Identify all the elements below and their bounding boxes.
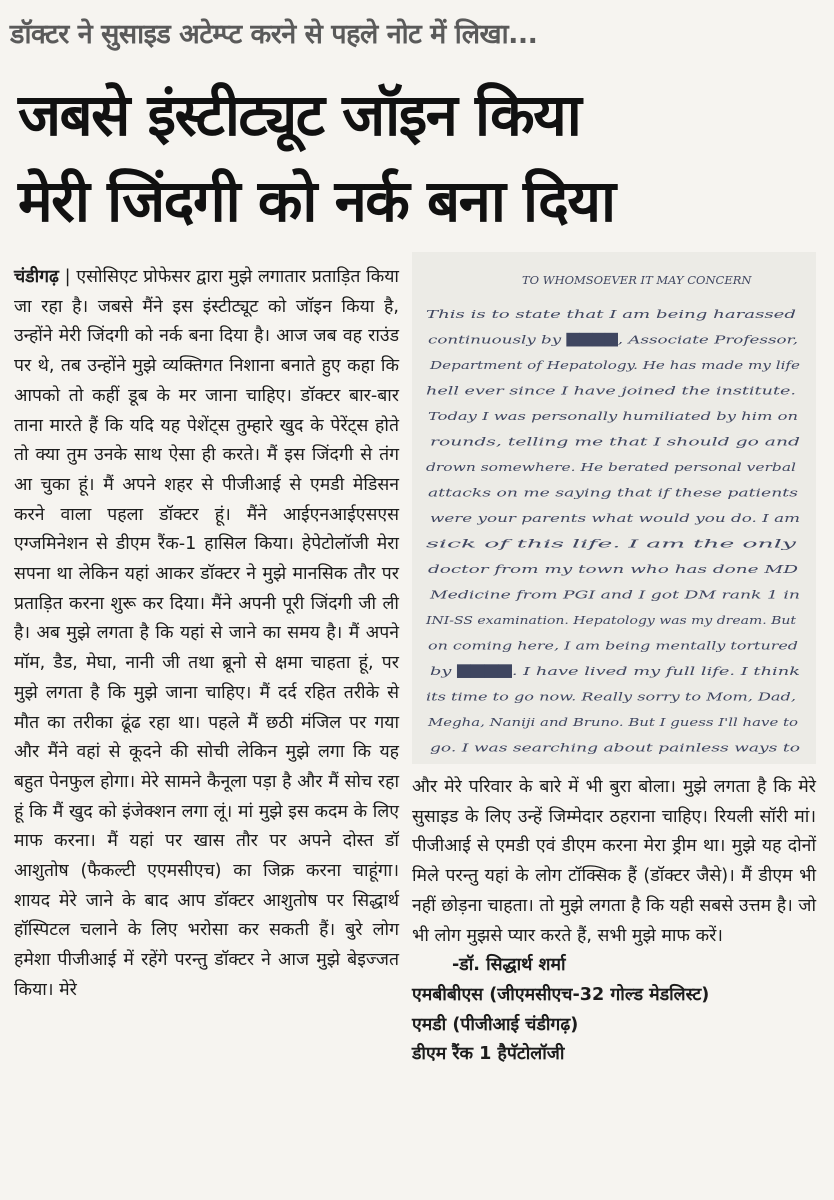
article-column-left	[14, 263, 399, 1006]
note-line: by ████. I have lived my full life. I think	[430, 664, 801, 678]
article-body-right: और मेरे परिवार के बारे में भी बुरा बोला। मुझे लगता है कि मेरे सुसाइड के लिए उन्हें जिम्मेदार ठहराना चाहिए। रियली सॉरी मां। पीजीआई से एमडी एवं डीएम करना मेरा ड्रीम था। मुझे यह दोनों मिले परन्तु यहां के लोग टॉक्सिक हैं (डॉक्टर जैसे)। मैं डीएम भी नहीं छोड़ना चाहता। तो मुझे लगता है कि यही सबसे उत्तम है। जो भी लोग मुझसे प्यार करते हैं, सभी मुझे माफ करें।	[412, 777, 816, 946]
handwritten-note-photo	[412, 252, 816, 764]
note-line: were your parents what would you do. I am	[430, 511, 801, 525]
note-line: This is to state that I am being harassed	[426, 307, 796, 321]
note-line: continuously by ████, Associate Professor,	[428, 332, 798, 347]
note-line: Medicine from PGI and I got DM rank 1 in	[428, 587, 800, 602]
article-text-left: एसोसिएट प्रोफेसर द्वारा मुझे लगातार प्रताड़ित किया जा रहा है। जबसे मैंने इस इंस्टीट्यूट को जॉइन किया है, उन्होंने मेरी जिंदगी को नर्क बना दिया है। आज जब वह राउंड पर थे, तब उन्होंने मुझे व्यक्तिगत निशाना बनाते हुए कहा कि आपको तो कहीं डूब के मर जाना चाहिए। डॉक्टर बार-बार ताना मारते हैं कि यदि यह पेशेंट्स तुम्हारे खुद के पेरेंट्स होते तो क्या तुम उनके साथ ऐसा ही करते। मैं इस जिंदगी से तंग आ चुका हूं। मैं अपने शहर से पीजीआई से एमडी मेडिसन करने वाला पहला डॉक्टर हूं। मैंने आईएनआईएसएस एग्जमिनेशन से डीएम रैंक-1 हासिल किया। हेपेटोलॉजी मेरा सपना था लेकिन यहां आकर डॉक्टर ने मुझे मानसिक तौर पर प्रताड़ित करना शुरू कर दिया। मैंने अपनी पूरी जिंदगी जी ली है। अब मुझे लगता है कि यहां से जाने का समय है। मैं अपने मॉम, डैड, मेघा, नानी जी तथा ब्रूनो से क्षमा चाहता हूं, पर मुझे लगता है कि मुझे जाना चाहिए। मैं दर्द रहित तरीके से मौत का तरीका ढूंढ रहा था। पहले मैं छठी मंजिल पर गया और मैंने वहां से कूदने की सोची लेकिन मुझे लगा कि यह बहुत पेनफुल होगा। मेरे सामने कैनूला पड़ा है और मैं सोच रहा हूं कि मैं खुद को इंजेक्शन लगा लूं। मां मुझे इस कदम के लिए माफ करना। मैं यहां पर खास तौर पर अपने दोस्त डॉ आशुतोष (फैकल्टी एएमसीएच) का जिक्र करना चाहूंगा। शायद मेरे जाने के बाद आप डॉक्टर आशुतोष पर सिद्धार्थ हॉस्पिटल चलाने के लिए भरोसा कर सकती हैं। बुरे लोग हमेशा पीजीआई में रहेंगे परन्तु डॉक्टर ने आज मुझे बेइज्जत किया। मेरे	[14, 267, 399, 1000]
signature-credential-3: डीएम रैंक 1 हैपॅटोलॉजी	[412, 1044, 565, 1065]
note-line: INI-SS examination. Hepatology was my dream. But	[424, 613, 797, 627]
note-line: sick of this life. I am the only	[426, 536, 798, 551]
handwritten-note-svg	[412, 252, 816, 764]
kicker-headline: डॉक्टर ने सुसाइड अटेम्प्ट करने से पहले नोट में लिखा...	[10, 19, 538, 50]
note-line: Department of Hepatology. He has made my life	[428, 358, 801, 372]
note-line: drown somewhere. He berated personal verbal	[426, 460, 797, 474]
note-line: its time to go now. Really sorry to Mom, Dad,	[426, 689, 796, 704]
note-line: rounds, telling me that I should go and	[430, 434, 800, 449]
article-body-left: चंडीगढ़ | एसोसिएट प्रोफेसर द्वारा मुझे लगातार प्रताड़ित किया जा रहा है। जबसे मैंने इस इंस्टीट्यूट को जॉइन किया है, उन्होंने मेरी जिंदगी को नर्क बना दिया है। आज जब वह राउंड पर थे, तब उन्होंने मुझे व्यक्तिगत निशाना बनाते हुए कहा कि आपको तो कहीं डूब के मर जाना चाहिए। डॉक्टर बार-बार ताना मारते हैं कि यदि यह पेशेंट्स तुम्हारे खुद के पेरेंट्स होते तो क्या तुम उनके साथ ऐसा ही करते। मैं इस जिंदगी से तंग आ चुका हूं। मैं अपने शहर से पीजीआई से एमडी मेडिसन करने वाला पहला डॉक्टर हूं। मैंने आईएनआईएसएस एग्जमिनेशन से डीएम रैंक-1 हासिल किया। हेपेटोलॉजी मेरा सपना था लेकिन यहां आकर डॉक्टर ने मुझे मानसिक तौर पर प्रताड़ित करना शुरू कर दिया। मैंने अपनी पूरी जिंदगी जी ली है। अब मुझे लगता है कि यहां से जाने का समय है। मैं अपने मॉम, डैड, मेघा, नानी जी तथा ब्रूनो से क्षमा चाहता हूं, पर मुझे लगता है कि मुझे जाना चाहिए। मैं दर्द रहित तरीके से मौत का तरीका ढूंढ रहा था। पहले मैं छठी मंजिल पर गया और मैंने वहां से कूदने की सोची लेकिन मुझे लगा कि यह बहुत पेनफुल होगा। मेरे सामने कैनूला पड़ा है और मैं सोच रहा हूं कि मैं खुद को इंजेक्शन लगा लूं। मां मुझे इस कदम के लिए माफ करना। मैं यहां पर खास तौर पर अपने दोस्त डॉ आशुतोष (फैकल्टी एएमसीएच) का जिक्र करना चाहूंगा। शायद मेरे जाने के बाद आप डॉक्टर आशुतोष पर सिद्धार्थ हॉस्पिटल चलाने के लिए भरोसा कर सकती हैं। बुरे लोग हमेशा पीजीआई में रहेंगे परन्तु डॉक्टर ने आज मुझे बेइज्जत किया। मेरे	[14, 267, 399, 1000]
note-line: Today I was personally humiliated by him on	[428, 409, 798, 423]
main-headline-line-2: मेरी जिंदगी को नर्क बना दिया	[18, 167, 615, 235]
signature-credential-1: एमबीबीएस (जीएमसीएच-32 गोल्ड मेडलिस्ट)	[412, 984, 710, 1005]
note-line: go. I was searching about painless ways to	[430, 740, 801, 755]
note-line: doctor from my town who has done MD	[428, 562, 798, 576]
note-line: on coming here, I am being mentally tortured	[428, 638, 798, 653]
signature-credential-2: एमडी (पीजीआई चंडीगढ़)	[412, 1014, 579, 1035]
note-line: Megha, Naniji and Bruno. But I guess I'll have to	[426, 715, 799, 729]
signature-name: -डॉ. सिद्धार्थ शर्मा	[452, 955, 566, 976]
main-headline-line-1: जबसे इंस्टीट्यूट जॉइन किया	[18, 81, 581, 149]
dateline: चंडीगढ़	[14, 267, 59, 287]
note-line: attacks on me saying that if these patients	[428, 485, 799, 500]
note-heading: TO WHOMSOEVER IT MAY CONCERN	[522, 273, 752, 287]
article-column-right	[412, 773, 816, 1070]
note-line: hell ever since I have joined the institute.	[426, 383, 796, 398]
